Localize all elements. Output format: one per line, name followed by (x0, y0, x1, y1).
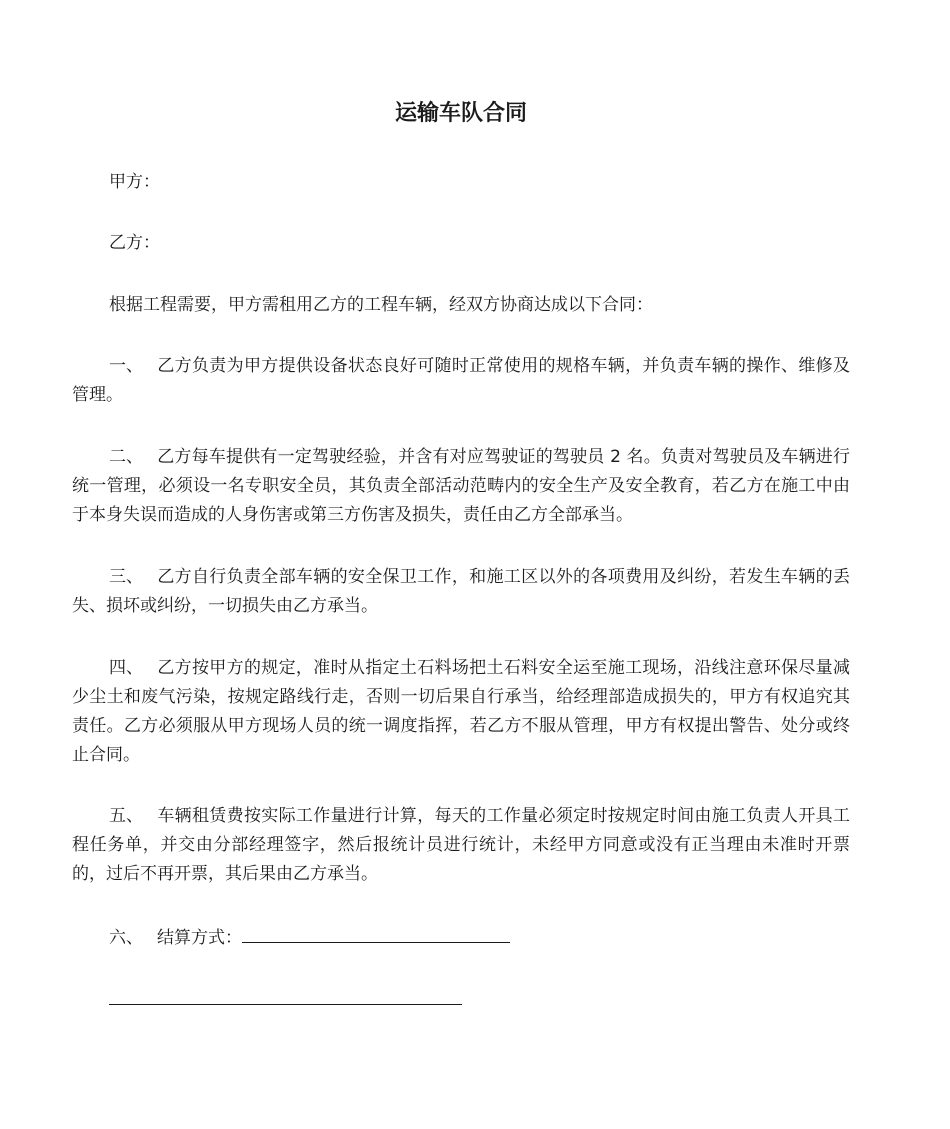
clause-2 (72, 443, 850, 530)
clause-4 (72, 654, 850, 770)
clause-3-text: 乙方自行负责全部车辆的安全保卫工作，和施工区以外的各项费用及纠纷，若发生车辆的丢失、损坏或纠纷，一切损失由乙方承当。 (72, 567, 850, 616)
clause-6-number: 六、 (109, 928, 143, 948)
document-title: 运输车队合同 (394, 101, 527, 126)
clause-5-text: 车辆租赁费按实际工作量进行计算，每天的工作量必须定时按规定时间由施工负责人开具工程任务单，并交由分部经理签字，然后报统计员进行统计，未经甲方同意或没有正当理由未准时开票的，过后不再开票，其后果由乙方承当。 (72, 806, 850, 884)
party-b-line: 乙方： (109, 233, 160, 253)
clause-1 (72, 352, 850, 410)
clause-3 (72, 563, 850, 621)
clause-5-number: 五、 (109, 806, 143, 826)
settlement-blank (242, 922, 510, 943)
clause-5 (72, 802, 850, 889)
clause-2-text: 乙方每车提供有一定驾驶经验，并含有对应驾驶证的驾驶员 2 名。负责对驾驶员及车辆进行统一管理，必须设一名专职安全员，其负责全部活动范畴内的安全生产及安全教育，若乙方在施工中由于本身失误而造成的人身伤害或第三方伤害及损失，责任由乙方全部承当。 (72, 447, 850, 525)
clause-1-text: 乙方负责为甲方提供设备状态良好可随时正常使用的规格车辆，并负责车辆的操作、维修及管理。 (72, 356, 850, 405)
clause-3-number: 三、 (109, 567, 143, 587)
clause-6 (72, 922, 850, 953)
clause-6-text: 结算方式： (157, 928, 242, 948)
clause-4-number: 四、 (109, 658, 143, 678)
blank-fill-line (109, 1004, 462, 1005)
clause-1-number: 一、 (109, 356, 143, 376)
intro-paragraph: 根据工程需要，甲方需租用乙方的工程车辆，经双方协商达成以下合同： (109, 295, 653, 315)
clause-2-number: 二、 (109, 447, 143, 467)
party-a-line: 甲方： (109, 172, 160, 192)
clause-4-text: 乙方按甲方的规定，准时从指定土石料场把土石料安全运至施工现场，沿线注意环保尽量减少尘土和废气污染，按规定路线行走，否则一切后果自行承当，给经理部造成损失的，甲方有权追究其责任。乙方必须服从甲方现场人员的统一调度指挥，若乙方不服从管理，甲方有权提出警告、处分或终止合同。 (72, 658, 850, 765)
